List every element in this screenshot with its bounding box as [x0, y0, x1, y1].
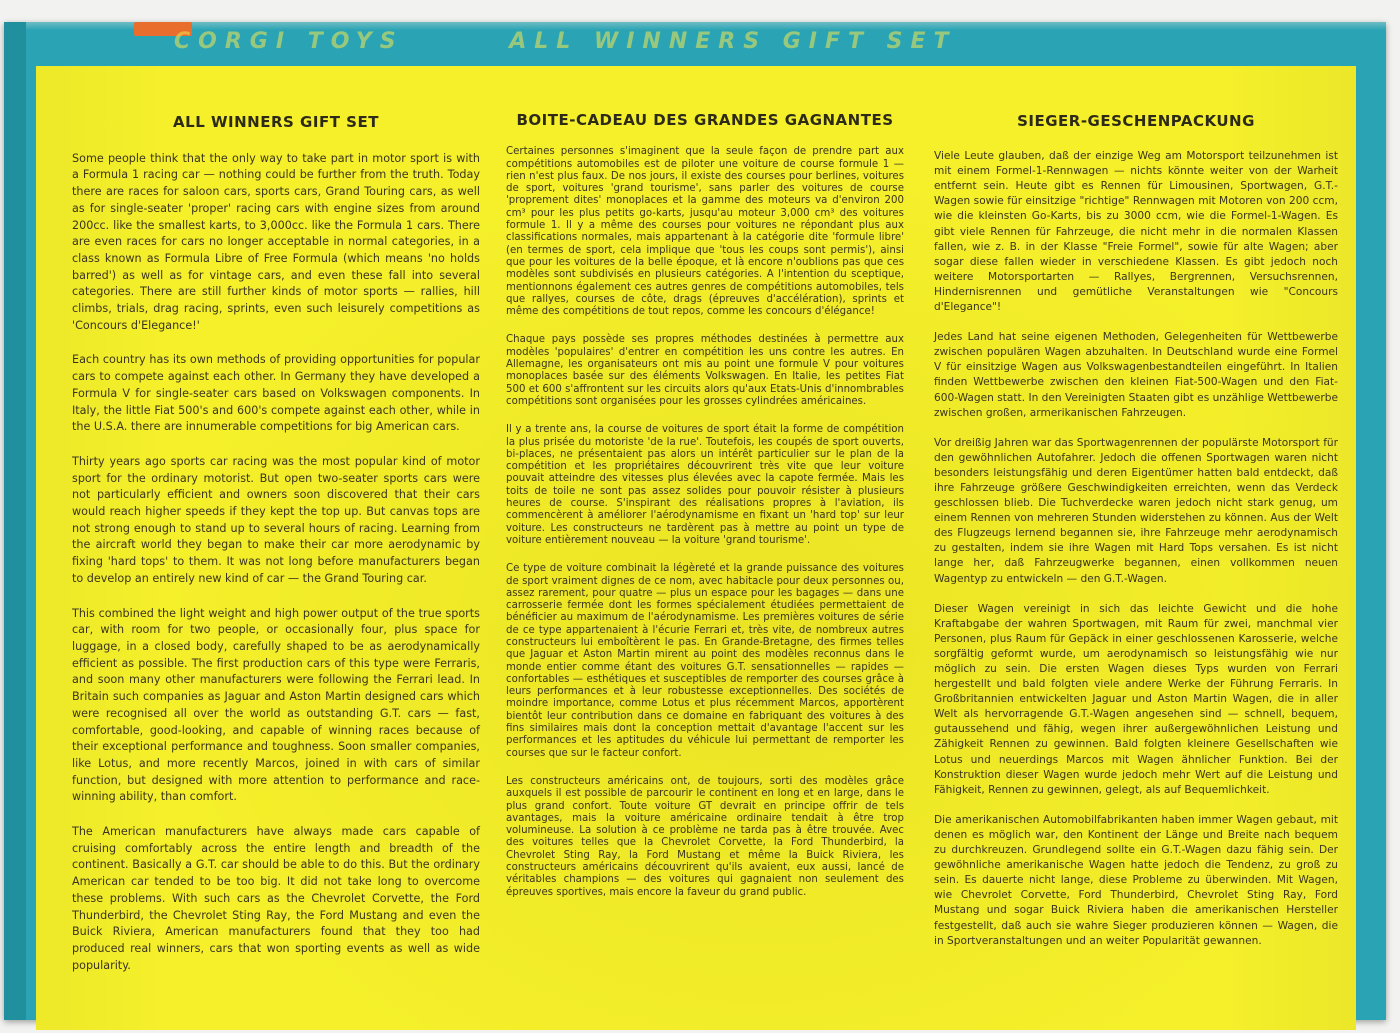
lid-title: ALL WINNERS GIFT SET: [509, 29, 957, 54]
english-paragraph: The American manufacturers have always made cars capable of cruising comfortably across the entire length and breadth of the continent. Basically a G.T. car should be able to do this. But the ordinary American car tended to be too big. It did not take long to overcome these problems. With such cars as the Chevrolet Corvette, the Ford Thunderbird, the Chevrolet Sting Ray, the Ford Mustang and even the Buick Riviera, American manufacturers found that they too had produced real winners, cars that won sporting events as well as wide popularity.: [72, 825, 480, 972]
french-paragraph: Certaines personnes s'imaginent que la seule façon de prendre part aux compétitions automobiles est de piloter une voiture de course formule 1 — rien n'est plus faux. De nos jours, il existe des courses pour berlines, voitures de sport, voitures 'grand tourisme', sans parler des voitures de course 'proprement dites' monoplaces et la gamme des moteurs va d'environ 200 cm³ pour les plus petits go-karts, jusqu'au moteur 3,000 cm³ des voitures formule 1. Il y a même des courses pour voitures ne répondant plus aux classifications normales, mais appartenant à la catégorie dite 'formule libre' (en termes de sport, cela implique que 'tous les coups sont permis'), ainsi que pour les voitures de la belle époque, et là encore n'oublions pas que ces modèles sont subdivisés en plusieurs catégories. A l'intention du sceptique, mentionnons également ces autres genres de compétitions automobiles, tels que rallyes, courses de côte, drags (épreuves d'accélération), sprints et même des compétitions de tout repos, comme les concours d'élégance!: [506, 146, 904, 318]
french-paragraph: Les constructeurs américains ont, de toujours, sorti des modèles grâce auxquels il est possible de parcourir le continent en long et en large, dans le plus grand confort. Toute voiture GT devrait en principe offrir de tels avantages, mais la voiture américaine ordinaire tendait à être trop volumineuse. La solution à ce problème ne tarda pas à être trouvée. Avec des voitures telles que la Chevrolet Corvette, la Ford Thunderbird, la Chevrolet Sting Ray, la Ford Mustang et même la Buick Riviera, les constructeurs américains découvrirent qu'ils avaient, eux aussi, lancé de véritables champions — des voitures qui gagnaient non seulement des épreuves sportives, mais encore la faveur du grand public.: [506, 775, 904, 898]
box-left-edge: [4, 22, 26, 1020]
brand-name: CORGI TOYS: [174, 29, 404, 54]
german-paragraph: Viele Leute glauben, daß der einzige Weg am Motorsport teilzunehmen ist mit einem Formel-1-Rennwagen — nichts könnte weiter von der Warheit entfernt sein. Heute gibt es Rennen für Limousinen, Sportwagen, G.T.-Wagen sowie für einsitzige "richtige" Rennwagen mit Motoren von 200 ccm, wie die kleinsten Go-Karts, bis zu 3000 ccm, wie die Formel-1-Wagen. Es gibt viele Rennen für Fahrzeuge, die nicht mehr in die normalen Klassen fallen, wie z. B. in der Klasse "Freie Formel", sowie für alte Wagen; aber sogar diese fallen wieder in verschiedene Klassen. Es gibt jedoch noch weitere Motorsportarten — Rallyes, Bergrennen, Versuchsrennen, Hindernisrennen und gemütliche Veranstaltungen wie "Concours d'Elegance"!: [934, 150, 1338, 314]
english-paragraph: Thirty years ago sports car racing was the most popular kind of motor sport for the ordinary motorist. But open two-seater sports cars were not particularly efficient and owners soon discovered that their cars would reach higher speeds if they kept the top up. But canvas tops are not strong enough to stand up to several hours of racing. Learning from the aircraft world they began to make their car more aerodynamic by fixing 'hard tops' to them. It was not long before manufacturers began to develop an entirely new kind of car — the Grand Touring car.: [72, 454, 480, 585]
german-paragraph: Dieser Wagen vereinigt in sich das leichte Gewicht und die hohe Kraftabgabe der wahren Sportwagen, mit Raum für zwei, manchmal vier Personen, plus Raum für Gepäck in einer geschlossenen Karosserie, welche sorgfältig geformt wurde, um aerodynamisch so leistungsfähig wie nur möglich zu sein. Die ersten Wagen dieses Typs wurden von Ferrari hergestellt und bald folgten viele andere Werke der Führung Ferraris. In Großbritannien entwickelten Jaguar und Aston Martin Wagen, die in aller Welt als hervorragende G.T.-Wagen angesehen sind — schnell, bequem, gutaussehend und fähig, wegen ihrer außergewöhnlichen Leistung und Zähigkeit Rennen zu gewinnen. Bald folgten kleinere Gesellschaften wie Lotus und neuerdings Marcos mit Wagen ähnlicher Funktion. Bei der Konstruktion dieser Wagen wurde jedoch mehr Wert auf die Leistung und Fähigkeit, Rennen zu gewinnen, gelegt, als auf Bequemlichkeit.: [934, 602, 1338, 796]
english-column: [72, 114, 480, 992]
german-paragraph: Die amerikanischen Automobilfabrikanten haben immer Wagen gebaut, mit denen es möglich war, den Kontinent der Länge und Breite nach bequem zu durchkreuzen. Grundlegend sollte ein G.T.-Wagen dazu fähig sein. Der gewöhnliche amerikanische Wagen hatte jedoch die Tendenz, zu groß zu sein. Es dauerte nicht lange, diese Probleme zu überwinden. Mit Wagen, wie Chevrolet Corvette, Ford Thunderbird, Chevrolet Sting Ray, Ford Mustang und sogar Buick Riviera haben die amerikanischen Hersteller festgestellt, daß auch sie wahre Sieger produzieren können — Wagen, die in Sportveranstaltungen und an weiter Popularität gewannen.: [934, 813, 1338, 947]
french-column: [506, 111, 904, 915]
german-column: [934, 114, 1338, 964]
english-paragraph: Each country has its own methods of providing opportunities for popular cars to compete against each other. In Germany they have developed a Formula V for single-seater cars based on Volkswagen components. In Italy, the little Fiat 500's and 600's compete against each other, while in the U.S.A. there are innumerable competitions for big American cars.: [72, 353, 480, 434]
french-paragraph: Chaque pays possède ses propres méthodes destinées à permettre aux modèles 'populaires' d'entrer en compétition les uns contre les autres. En Allemagne, les organisateurs ont mis au point une formule V pour voitures monoplaces basée sur des éléments Volkswagen. En Italie, les petites Fiat 500 et 600 s'affrontent sur les circuits alors qu'aux Etats-Unis d'innombrables compétitions sont organisées pour les grosses cylindrées américaines.: [506, 334, 904, 407]
english-paragraph: This combined the light weight and high power output of the true sports car, with room for two people, or occasionally four, plus space for luggage, in a closed body, carefully shaped to be as aerodynamically efficient as possible. The first production cars of this type were Ferraris, and soon many other manufacturers were following the Ferrari lead. In Britain such companies as Jaguar and Aston Martin designed cars which were recognised all over the world as outstanding G.T. cars — fast, comfortable, good-looking, and capable of winning races because of their exceptional performance and toughness. Soon smaller companies, like Lotus, and more recently Marcos, joined in with cars of similar function, but designed with more attention to performance and race-winning ability, than comfort.: [72, 606, 480, 804]
french-heading: BOITE-CADEAU DES GRANDES GAGNANTES: [516, 111, 894, 129]
german-paragraph: Jedes Land hat seine eigenen Methoden, Gelegenheiten für Wettbewerbe zwischen populären Wagen abzuhalten. In Deutschland wurde eine Formel V für einsitzige Wagen aus Volkswagenbestandteilen eingeführt. In Italien finden Wettbewerbe zwischen den kleinen Fiat-500-Wagen und den Fiat-600-Wagen statt. In den Vereinigten Staaten gibt es unzählige Wettbewerbe zwischen großen, armerikanischen Fahrzeugen.: [934, 331, 1338, 419]
french-paragraph: Ce type de voiture combinait la légèreté et la grande puissance des voitures de sport vraiment dignes de ce nom, avec habitacle pour deux personnes ou, assez rarement, pour quatre — plus un espace pour les bagages — dans une carrosserie fermée dont les formes spécialement étudiées permettaient de bénéficier au maximum de l'aérodynamisme. Les premières voitures de série de ce type appartenaient à l'écurie Ferrari et, très vite, de nombreux autres constructeurs lui emboîtèrent le pas. En Grande-Bretagne, des firmes telles que Jaguar et Aston Martin mirent au point des modèles reconnus dans le monde entier comme étant des voitures G.T. sensationnelles — rapides — confortables — esthétiques et susceptibles de remporter des courses grâce à leurs performances et à leur robustesse exceptionnelles. Des sociétés de moindre importance, comme Lotus et plus récemment Marcos, apportèrent bientôt leur contribution dans ce domaine en fabriquant des voitures à des fins similaires mais dont la conception mettait d'avantage l'accent sur les performances et les aptitudes du véhicule lui permettant de remporter les courses que sur le facteur confort.: [506, 563, 904, 759]
german-heading: SIEGER-GESCHENPACKUNG: [1017, 112, 1255, 130]
gift-set-box-back: [4, 22, 1386, 1020]
lid-header-strip: [174, 28, 1274, 56]
french-paragraph: Il y a trente ans, la course de voitures de sport était la forme de compétition la plus prisée du motoriste 'de la rue'. Toutefois, les coupés de sport ouverts, bi-places, ne présentaient pas alors un intérêt particulier sur le plan de la compétition et les propriétaires découvrirent très vite que leur voiture pouvait atteindre des vitesses plus élevées avec la capote fermée. Mais les toits de toile ne sont pas assez solides pour pouvoir résister à plusieurs heures de course. S'inspirant des réalisations propres à l'aviation, ils commencèrent à améliorer l'aérodynamisme en fixant un 'hard top' sur leur voiture. Les constructeurs ne tardèrent pas à mettre au point un type de voiture entièrement nouveau — la voiture 'grand tourisme'.: [506, 424, 904, 546]
yellow-text-panel: [36, 66, 1356, 1030]
english-paragraph: Some people think that the only way to take part in motor sport is with a Formula 1 racing car — nothing could be further from the truth. Today there are races for saloon cars, sports cars, Grand Touring cars, as well as for single-seater 'proper' racing cars with engine sizes from around 200cc. like the smallest karts, to 3,000cc. like the Formula 1 cars. There are even races for cars no longer acceptable in normal categories, in a class known as Formula Libre of Free Formula (which means 'no holds barred') as well as for vintage cars, and even these fall into several categories. There are still further kinds of motor sports — rallies, hill climbs, trials, drag racing, sprints, even such leisurely competitions as 'Concours d'Elegance!': [72, 151, 480, 332]
english-heading: ALL WINNERS GIFT SET: [173, 113, 379, 131]
german-paragraph: Vor dreißig Jahren war das Sportwagenrennen der populärste Motorsport für den gewöhnlichen Autofahrer. Jedoch die offenen Sportwagen waren nicht besonders leistungsfähig und deren Eigentümer hatten bald entdeckt, daß ihre Fahrzeuge größere Geschwindigkeiten erreichten, wenn das Verdeck geschlossen blieb. Die Tuchverdecke waren jedoch nicht stark genug, um einem Rennen von mehreren Stunden widerstehen zu können. Aus der Welt des Flugzeugs lernend begannen sie, ihre Fahrzeuge mehr aerodynamisch zu gestalten, indem sie ihre Wagen mit Hard Tops versahen. Es ist nicht lange her, daß Fahrzeugwerke begannen, einen vollkommen neuen Wagentyp zu entwickeln — den G.T.-Wagen.: [934, 436, 1338, 585]
